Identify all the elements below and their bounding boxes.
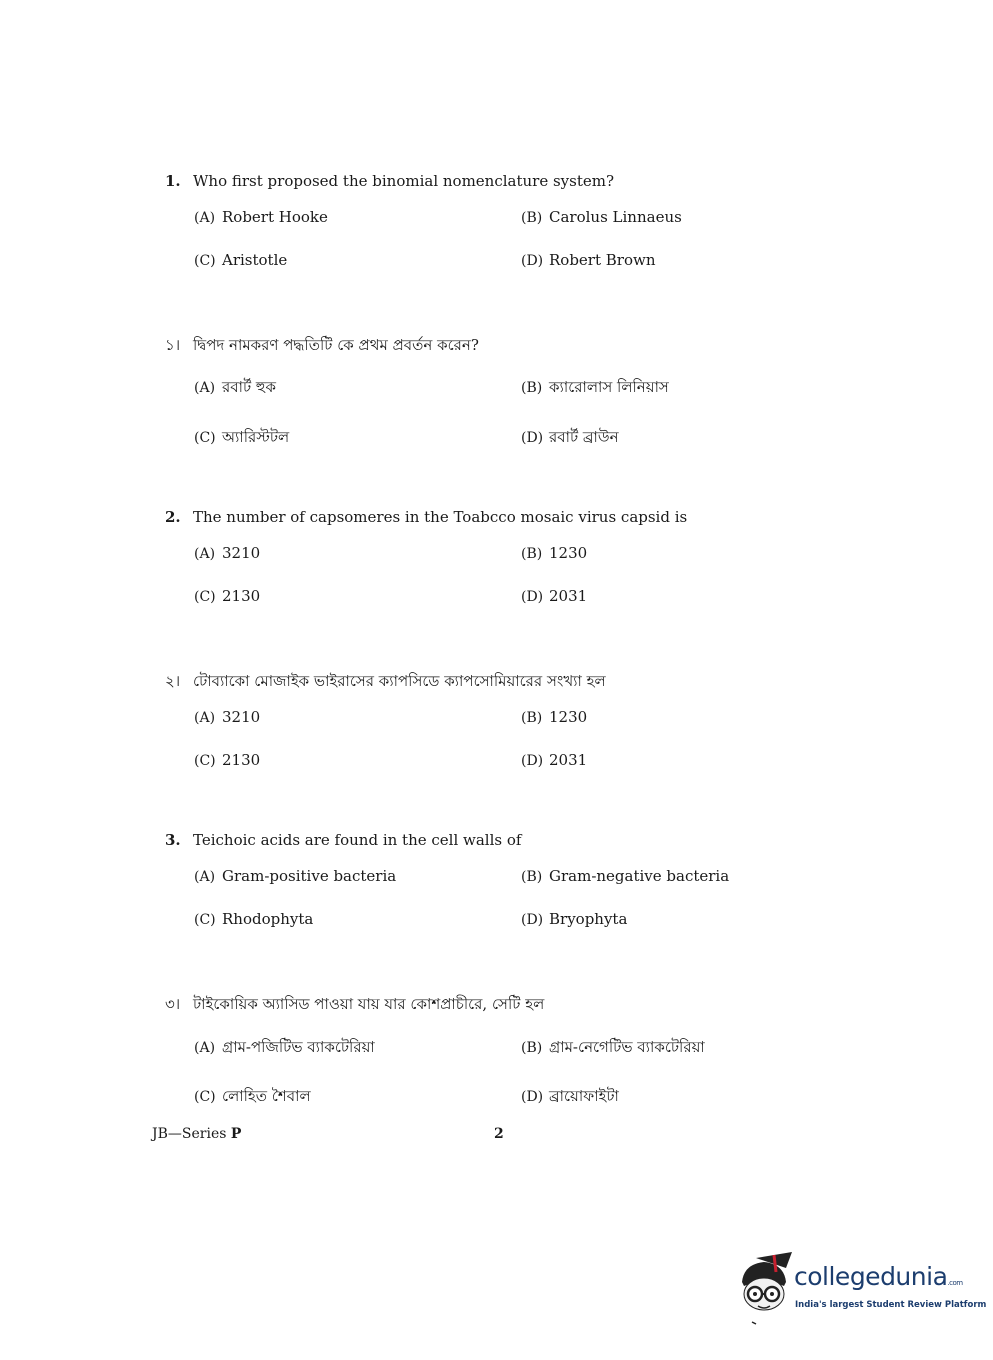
- option-label: (A): [194, 869, 216, 885]
- question-number: ১।: [165, 336, 181, 354]
- option-text: 1230: [549, 708, 588, 726]
- option-label: (C): [194, 253, 216, 269]
- mascot-icon: [734, 1252, 794, 1330]
- option-label: (D): [521, 253, 544, 269]
- option-label: (A): [194, 380, 216, 396]
- option-text: Rhodophyta: [222, 910, 314, 928]
- collegedunia-watermark: [734, 1252, 987, 1330]
- option-b: [521, 208, 682, 226]
- option-b: [521, 544, 587, 562]
- option-d: [521, 910, 627, 928]
- option-text: ব্রায়োফাইটা: [549, 1087, 619, 1105]
- question-number: 3.: [165, 831, 181, 849]
- option-label: (A): [194, 1040, 216, 1056]
- question-line: [165, 334, 479, 359]
- page-number: 2: [494, 1126, 504, 1142]
- option-text: 2031: [549, 751, 588, 769]
- series-code: P: [230, 1126, 242, 1142]
- option-label: (B): [521, 210, 543, 226]
- option-label: (D): [521, 1089, 544, 1105]
- question-number: ৩।: [165, 995, 181, 1013]
- option-text: লোহিত শৈবাল: [222, 1087, 311, 1105]
- option-text: 3210: [222, 544, 261, 562]
- option-label: (A): [194, 710, 216, 726]
- option-label: (C): [194, 753, 216, 769]
- option-text: Robert Brown: [549, 251, 656, 269]
- option-text: Bryophyta: [549, 910, 628, 928]
- option-label: (C): [194, 912, 216, 928]
- option-c: [194, 251, 287, 269]
- option-c: [194, 751, 260, 769]
- option-a: [194, 208, 328, 226]
- option-a: [194, 544, 260, 562]
- option-text: 2031: [549, 587, 588, 605]
- option-d: [521, 751, 587, 769]
- option-text: গ্রাম-পজিটিভ ব্যাকটেরিয়া: [222, 1038, 375, 1056]
- option-d: [521, 426, 619, 451]
- option-label: (B): [521, 380, 543, 396]
- option-c: [194, 426, 289, 451]
- option-text: রবার্ট ব্রাউন: [549, 428, 619, 446]
- question-text: Teichoic acids are found in the cell walls of: [193, 831, 522, 849]
- option-label: (C): [194, 589, 216, 605]
- option-b: [521, 708, 587, 726]
- brand-name: collegedunia: [794, 1262, 948, 1291]
- option-label: (D): [521, 430, 544, 446]
- question-number: 2.: [165, 508, 181, 526]
- brand-wordmark: [794, 1262, 963, 1291]
- option-text: অ্যারিস্টটল: [222, 428, 290, 446]
- option-label: (D): [521, 753, 544, 769]
- option-c: [194, 1085, 311, 1110]
- option-c: [194, 587, 260, 605]
- option-label: (B): [521, 869, 543, 885]
- option-d: [521, 1085, 619, 1110]
- question-line: [165, 670, 606, 695]
- option-text: গ্রাম-নেগেটিভ ব্যাকটেরিয়া: [549, 1038, 705, 1056]
- option-text: রবার্ট হুক: [222, 378, 276, 396]
- series-prefix: JB—Series: [152, 1126, 231, 1142]
- option-label: (D): [521, 912, 544, 928]
- option-text: 1230: [549, 544, 588, 562]
- option-c: [194, 910, 313, 928]
- question-number: ২।: [165, 672, 181, 690]
- option-label: (C): [194, 1089, 216, 1105]
- option-label: (B): [521, 710, 543, 726]
- question-text: The number of capsomeres in the Toabcco mosaic virus capsid is: [193, 508, 688, 526]
- option-text: 3210: [222, 708, 261, 726]
- option-text: Gram-negative bacteria: [549, 867, 730, 885]
- brand-dotcom: .com: [947, 1279, 963, 1287]
- question-line: [165, 508, 687, 526]
- option-a: [194, 376, 276, 401]
- question-text: Who first proposed the binomial nomenclature system?: [193, 172, 615, 190]
- option-text: 2130: [222, 751, 261, 769]
- series-label: [152, 1126, 241, 1142]
- question-number: 1.: [165, 172, 181, 190]
- question-text: টাইকোয়িক অ্যাসিড পাওয়া যায় যার কোশপ্রাচীরে, সেটি হল: [193, 995, 545, 1013]
- question-text: টোব্যাকো মোজাইক ভাইরাসের ক্যাপসিডে ক্যাপসোমিয়ারের সংখ্যা হল: [193, 672, 606, 690]
- option-d: [521, 251, 656, 269]
- option-label: (A): [194, 210, 216, 226]
- question-line: [165, 172, 614, 190]
- option-text: Aristotle: [222, 251, 288, 269]
- option-b: [521, 376, 669, 401]
- option-a: [194, 708, 260, 726]
- option-b: [521, 867, 729, 885]
- option-text: Carolus Linnaeus: [549, 208, 682, 226]
- question-line: [165, 831, 521, 849]
- question-text: দ্বিপদ নামকরণ পদ্ধতিটি কে প্রথম প্রবর্তন করেন?: [193, 336, 479, 354]
- option-text: Robert Hooke: [222, 208, 328, 226]
- option-d: [521, 587, 587, 605]
- option-label: (B): [521, 1040, 543, 1056]
- option-text: ক্যারোলাস লিনিয়াস: [549, 378, 669, 396]
- option-text: Gram-positive bacteria: [222, 867, 397, 885]
- option-a: [194, 867, 396, 885]
- option-label: (D): [521, 589, 544, 605]
- option-label: (B): [521, 546, 543, 562]
- question-line: [165, 993, 544, 1018]
- option-text: 2130: [222, 587, 261, 605]
- option-label: (C): [194, 430, 216, 446]
- option-label: (A): [194, 546, 216, 562]
- option-b: [521, 1036, 705, 1061]
- brand-tagline: India's largest Student Review Platform: [795, 1300, 987, 1310]
- option-a: [194, 1036, 375, 1061]
